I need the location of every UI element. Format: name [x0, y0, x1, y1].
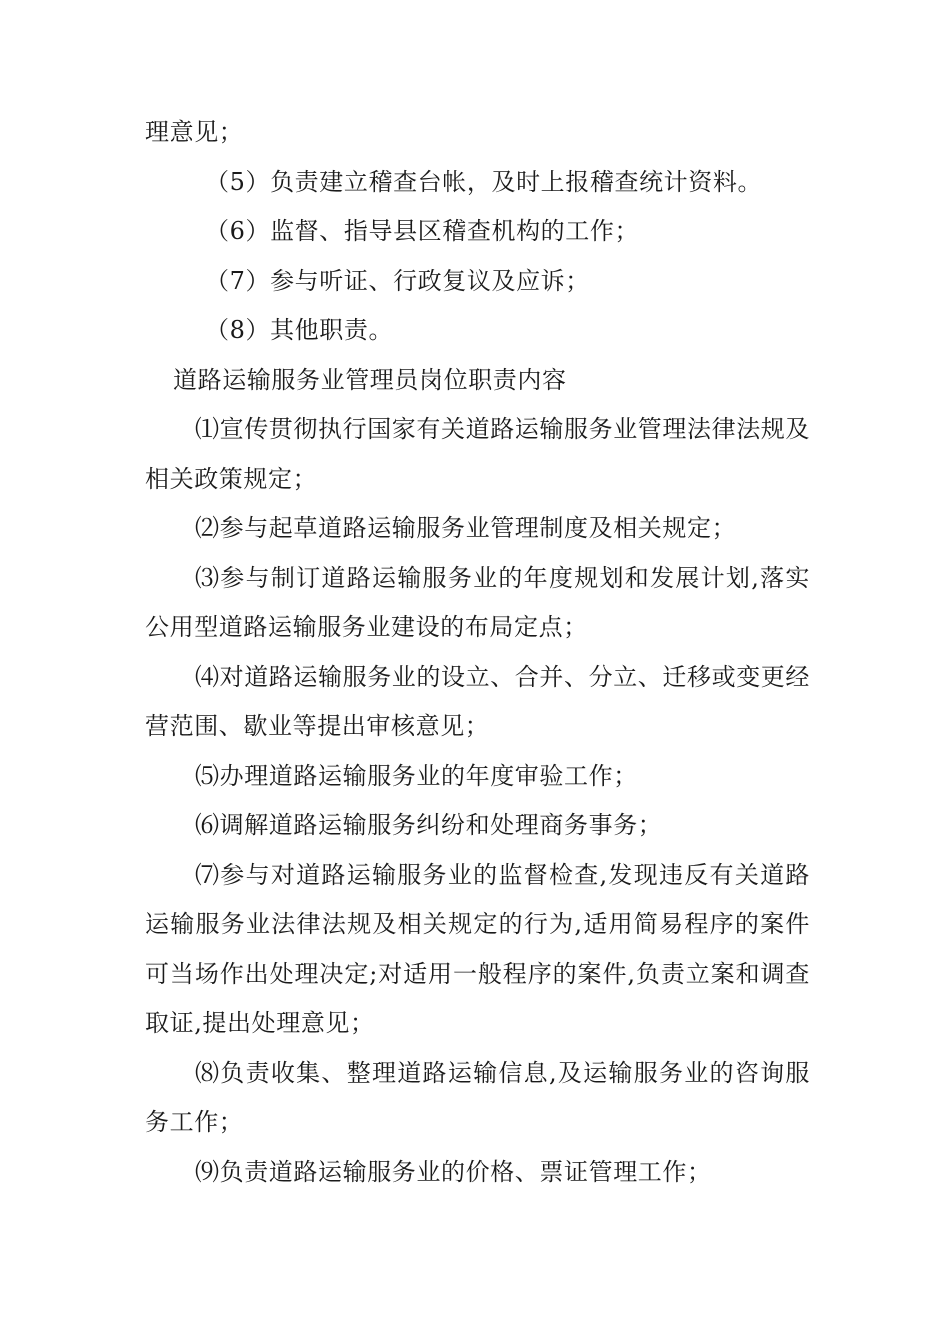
responsibility-item-8: ⑻负责收集、整理道路运输信息,及运输服务业的咨询服务工作；	[145, 1058, 810, 1136]
responsibility-item-7: ⑺参与对道路运输服务业的监督检查,发现违反有关道路运输服务业法律法规及相关规定的行为,适用简易程序的案件可当场作出处理决定;对适用一般程序的案件,负责立案和调查取证,提出处理意见；	[145, 860, 810, 1037]
duty-item-7: （7）参与听证、行政复议及应诉；	[205, 266, 590, 295]
responsibility-item-9: ⑼负责道路运输服务业的价格、票证管理工作；	[195, 1157, 712, 1186]
responsibility-item-2: ⑵参与起草道路运输服务业管理制度及相关规定；	[195, 514, 737, 542]
responsibility-item-4: ⑷对道路运输服务业的设立、合并、分立、迁移或变更经营范围、歇业等提出审核意见；	[145, 662, 810, 740]
section-heading: 道路运输服务业管理员岗位职责内容	[173, 365, 567, 394]
document-body	[145, 108, 810, 1197]
responsibility-item-6: ⑹调解道路运输服务纠纷和处理商务事务；	[195, 811, 663, 839]
duty-item-8: （8）其他职责。	[205, 316, 394, 344]
duty-item-5: （5）负责建立稽查台帐，及时上报稽查统计资料。	[205, 167, 763, 196]
duty-item-6: （6）监督、指导县区稽查机构的工作；	[205, 217, 640, 245]
responsibility-item-1: ⑴宣传贯彻执行国家有关道路运输服务业管理法律法规及相关政策规定；	[145, 415, 810, 493]
paragraph-continuation: 理意见；	[145, 118, 244, 146]
responsibility-item-3: ⑶参与制订道路运输服务业的年度规划和发展计划,落实公用型道路运输服务业建设的布局定点；	[145, 563, 810, 641]
responsibility-item-5: ⑸办理道路运输服务业的年度审验工作；	[195, 761, 638, 790]
